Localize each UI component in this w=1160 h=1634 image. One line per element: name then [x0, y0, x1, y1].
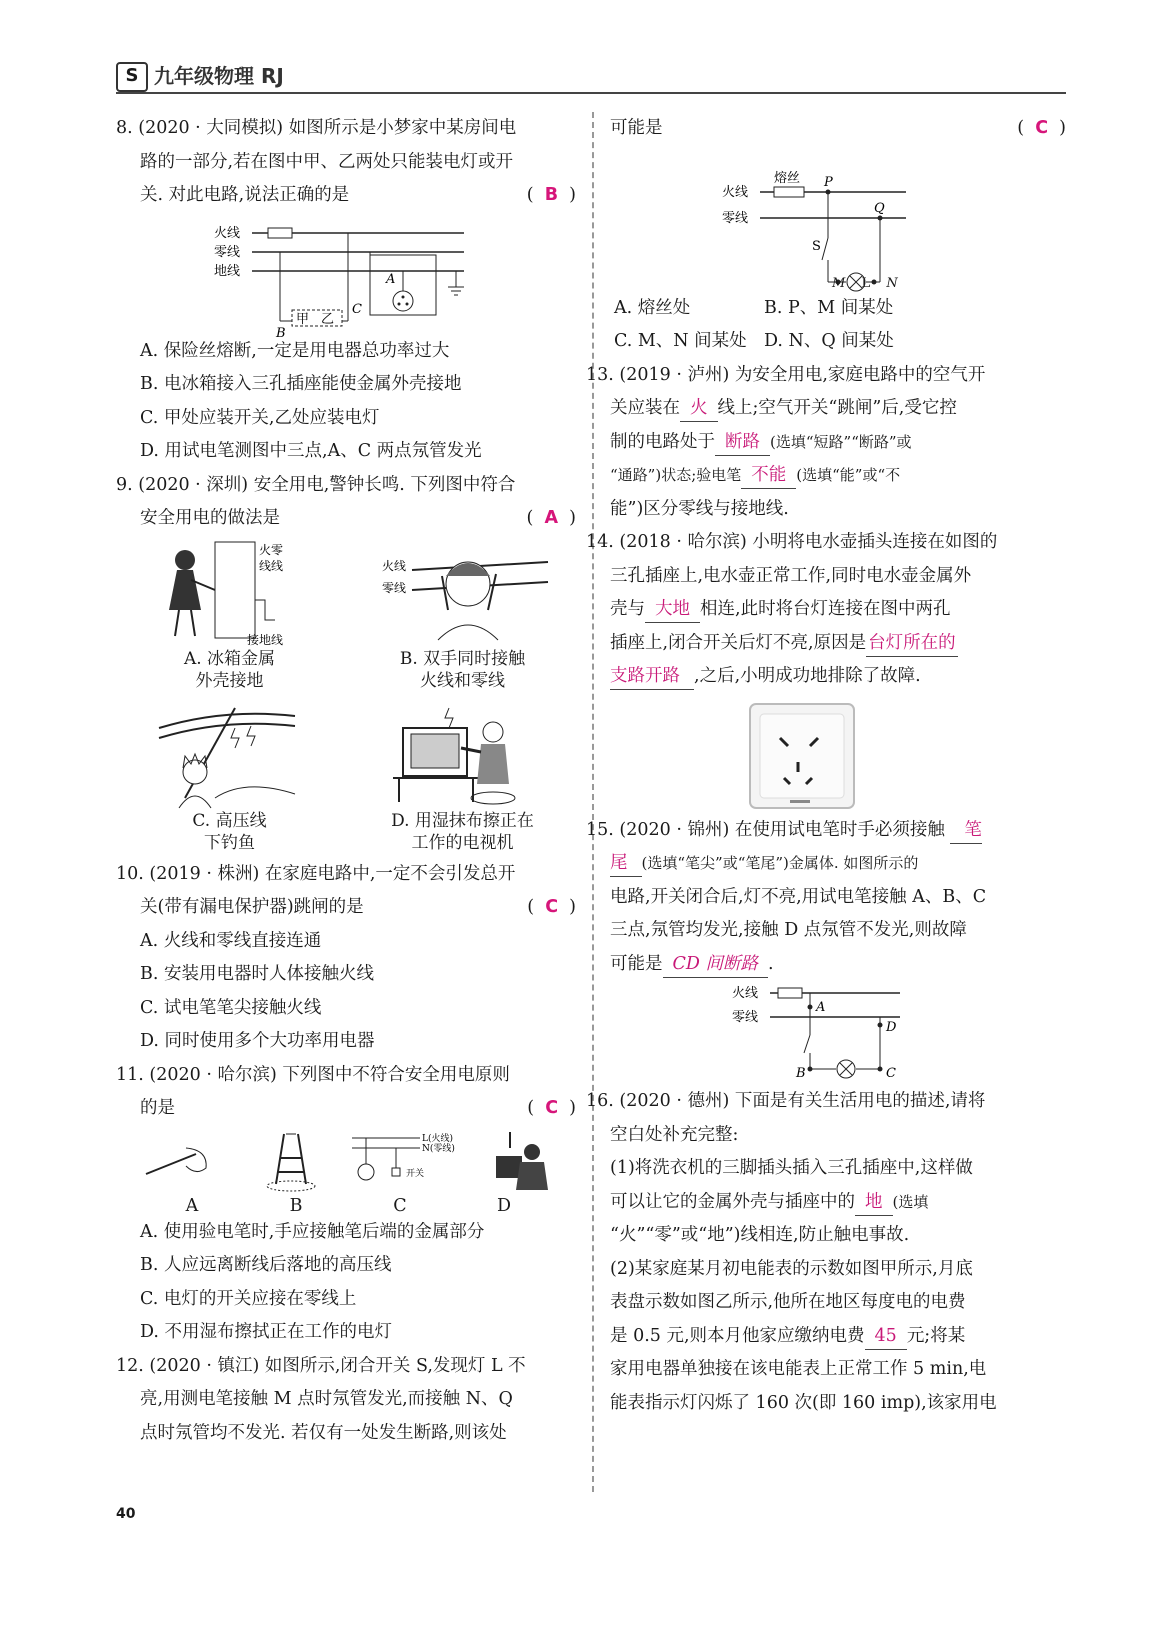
q9-answer: A: [544, 508, 559, 528]
q11-option-c: C. 电灯的开关应接在零线上: [140, 1288, 357, 1309]
q12-zero-label: 零线: [722, 210, 749, 226]
q12-option-a: A. 熔丝处: [614, 297, 691, 318]
q13-line4-text-a: “通路”)状态;验电笔: [610, 466, 742, 484]
q8-answer: B: [544, 185, 559, 205]
q12-p-label: P: [824, 174, 833, 190]
q16-p2-line1: (2)某家庭某月初电能表的示数如图甲所示,月底: [610, 1258, 973, 1279]
right-column: [586, 112, 1066, 1420]
q16-p2-text-c: 是 0.5 元,则本月他家应缴纳电费: [610, 1325, 865, 1346]
q14-line3-text-b: 相连,此时将台灯连接在图中两孔: [700, 599, 951, 619]
q9-figures-row1: [116, 540, 576, 692]
q11-option-b: B. 人应远离断线后落地的高压线: [140, 1255, 392, 1275]
q12-option-b: B. P、M 间某处: [764, 297, 894, 318]
q11-n-label: N(零线): [422, 1143, 455, 1154]
q8-circuit-diagram: [116, 215, 576, 341]
q14-line3: [610, 593, 1066, 627]
q8-zero-label: 零线: [214, 244, 241, 260]
q9c-caption-line2: 下钓鱼: [204, 832, 255, 853]
q16-p1-line1: (1)将洗衣机的三脚插头插入三孔插座中,这样做: [610, 1158, 973, 1178]
q8-yi-label: 乙: [321, 311, 335, 327]
q13-line3: [610, 426, 1066, 460]
q13-blank-3: 不能: [741, 462, 796, 489]
q13-blank-2: 断路: [715, 429, 770, 456]
q12-l-label: L: [861, 275, 871, 291]
q15-blank-1b: 尾: [610, 850, 642, 877]
q14-line2: 三孔插座上,电水壶正常工作,同时电水壶金属外: [610, 565, 972, 586]
q9-stem-text: 安全用电的做法是: [140, 508, 280, 528]
q10-answer-paren: ( C ): [527, 897, 576, 917]
question-16: [586, 1085, 1066, 1420]
q11-answer: C: [545, 1098, 559, 1118]
page-number: 40: [116, 1506, 136, 1522]
q13-line3-text-b: (选填“短路”“断路”或: [770, 432, 912, 451]
q8-answer-paren: ( B ): [526, 185, 576, 205]
q14-line3-text-a: 壳与: [610, 599, 645, 619]
q15-line1-text: 15. (2020 · 锦州) 在使用试电笔时手必须接触: [586, 819, 945, 840]
q12-answer-paren: ( C ): [1017, 118, 1066, 138]
question-10: [116, 858, 576, 1059]
q15-c-label: C: [886, 1066, 896, 1081]
q8-stem-line3: [116, 179, 576, 213]
q9-figure-d: [365, 698, 560, 854]
q14-line4: [610, 627, 1066, 661]
q12-stem-line4: [610, 112, 1066, 146]
q9a-fire-zero-label2: 线线: [258, 558, 283, 573]
q12-fire-label: 火线: [722, 184, 749, 200]
q14-line1: 14. (2018 · 哈尔滨) 小明将电水壶插头连接在如图的: [586, 532, 998, 552]
q9-figure-a: [132, 540, 327, 692]
q9b-zero-label: 零线: [381, 580, 406, 595]
question-11: [116, 1059, 576, 1350]
publisher-logo: S: [116, 62, 148, 92]
q8-option-a: A. 保险丝熔断,一定是用电器总功率过大: [140, 340, 450, 361]
socket-photo: [610, 700, 1066, 812]
q10-stem-line2: [116, 891, 576, 925]
q16-line1: 16. (2020 · 德州) 下面是有关生活用电的描述,请将: [586, 1091, 986, 1111]
q11-stem-line2: [116, 1092, 576, 1126]
question-13: [586, 359, 1066, 527]
q11-figures: [116, 1128, 576, 1194]
q11-label-c: C: [393, 1195, 407, 1216]
q15-blank-2: CD 间断路: [663, 951, 768, 978]
fishing-illustration: [155, 698, 305, 810]
q15-line5-text-a: 可能是: [610, 953, 663, 974]
q15-line1: [586, 814, 1066, 848]
question-12-stem: [116, 1350, 576, 1451]
q8-stem-line2: 路的一部分,若在图中甲、乙两处只能装电灯或开: [140, 151, 514, 172]
q11-switch-label: 开关: [406, 1168, 425, 1179]
fridge-illustration: [155, 540, 305, 648]
q8-a-label: A: [386, 271, 396, 287]
q16-blank-1: 地: [855, 1189, 893, 1216]
q13-line2-text-b: 线上;空气开关“跳闸”后,受它控: [717, 398, 957, 418]
q12-option-d: D. N、Q 间某处: [764, 331, 894, 351]
q12-options: [610, 292, 1066, 359]
q13-line5: 能”)区分零线与接地线.: [610, 498, 789, 519]
q16-p2-text-d: 元;将某: [906, 1325, 966, 1346]
q11-l-label: L(火线): [422, 1133, 453, 1144]
q16-p1-line2: [610, 1186, 1066, 1220]
column-divider: [592, 112, 594, 1492]
header-title: 九年级物理 RJ: [154, 64, 284, 88]
q12-stem-line3: 点时氖管均不发光. 若仅有一处发生断路,则该处: [140, 1422, 507, 1443]
q10-option-c: C. 试电笔笔尖接触火线: [140, 997, 322, 1018]
q8-ground-label: 地线: [214, 263, 241, 279]
q9c-caption-line1: C. 高压线: [192, 810, 267, 831]
q8-option-b: B. 电冰箱接入三孔插座能使金属外壳接地: [140, 374, 462, 394]
q13-line2-text-a: 关应装在: [610, 398, 680, 418]
q13-line3-text-a: 制的电路处于: [610, 431, 715, 452]
q16-blank-2: 45: [865, 1323, 907, 1350]
q9d-caption-line2: 工作的电视机: [411, 832, 514, 853]
question-8: [116, 112, 576, 469]
q13-line1: 13. (2019 · 泸州) 为安全用电,家庭电路中的空气开: [586, 364, 986, 385]
q8-stem-line1: 8. (2020 · 大同模拟) 如图所示是小梦家中某房间电: [116, 118, 517, 138]
q13-line4: [610, 459, 1066, 493]
q11-label-a: A: [185, 1195, 199, 1216]
q9a-caption-line1: A. 冰箱金属: [183, 648, 276, 669]
q15-line5: [610, 948, 1066, 982]
q8-c-label: C: [352, 301, 362, 317]
q11-figure-labels: [116, 1196, 576, 1216]
q12-option-c: C. M、N 间某处: [614, 331, 747, 351]
q11-stem-line1: 11. (2020 · 哈尔滨) 下列图中不符合安全用电原则: [116, 1064, 510, 1085]
q9-stem-line1: 9. (2020 · 深圳) 安全用电,警钟长鸣. 下列图中符合: [116, 474, 516, 495]
q9-figures-row2: [116, 698, 576, 854]
q14-blank-2a: 台灯所在的: [866, 630, 958, 657]
q10-answer: C: [545, 897, 559, 917]
q12-node-labels: [832, 276, 1064, 292]
q11-answer-paren: ( C ): [527, 1098, 576, 1118]
q16-p2-line5: 能表指示灯闪烁了 160 次(即 160 imp),该家用电: [610, 1392, 997, 1413]
q8-option-c: C. 甲处应装开关,乙处应装电灯: [140, 407, 380, 428]
q9b-caption-line1: B. 双手同时接触: [399, 648, 526, 669]
q16-p2-line4: 家用电器单独接在该电能表上正常工作 5 min,电: [610, 1359, 987, 1379]
q14-line5: [610, 660, 1066, 694]
q9a-caption-line2: 外壳接地: [195, 670, 264, 691]
q15-d-label: D: [886, 1020, 897, 1035]
q15-line2-text: (选填“笔尖”或“笔尾”)金属体. 如图所示的: [641, 854, 919, 872]
q16-line2: 空白处补充完整:: [610, 1124, 739, 1145]
q9b-caption-line2: 火线和零线: [420, 670, 505, 691]
q13-line2: [610, 392, 1066, 426]
q12-stem-text: 可能是: [610, 118, 663, 138]
q13-blank-1: 火: [680, 395, 718, 422]
q15-line2: [610, 847, 1066, 881]
q12-circuit-diagram: [610, 148, 1066, 288]
q12-s-label: S: [812, 238, 821, 254]
q10-stem-line1: 10. (2019 · 株洲) 在家庭电路中,一定不会引发总开: [116, 863, 516, 884]
q10-option-a: A. 火线和零线直接连通: [140, 930, 322, 951]
q15-a-label: A: [816, 1000, 826, 1015]
q15-line5-text-b: .: [767, 953, 774, 974]
question-12-continued: [610, 112, 1066, 359]
q12-stem-line2: 亮,用测电笔接触 M 点时氖管发光,而接触 N、Q: [140, 1389, 513, 1409]
q9d-caption-line1: D. 用湿抹布擦正在: [391, 810, 534, 831]
q8-stem-text: 关. 对此电路,说法正确的是: [140, 185, 350, 205]
q9a-ground-label: 接地线: [246, 632, 283, 647]
q12-answer: C: [1035, 118, 1049, 138]
q15-circuit-diagram: [610, 983, 1066, 1083]
q9-stem-line2: [116, 502, 576, 536]
q16-p1-text-c: (选填: [892, 1192, 929, 1211]
q15-blank-1a: 笔: [950, 817, 982, 844]
question-14: [586, 526, 1066, 812]
q9-figure-b: [365, 540, 560, 692]
question-15: [586, 814, 1066, 1084]
q14-line4-text-a: 插座上,闭合开关后灯不亮,原因是: [610, 632, 867, 653]
q14-blank-2b: 支路开路: [610, 663, 694, 690]
q11-option-d: D. 不用湿布擦拭正在工作的电灯: [140, 1322, 393, 1342]
q12-n-label: N: [886, 275, 898, 291]
q8-fire-label: 火线: [214, 225, 241, 241]
q10-option-d: D. 同时使用多个大功率用电器: [140, 1031, 375, 1051]
q16-p2-line2: 表盘示数如图乙所示,他所在地区每度电的电费: [610, 1292, 966, 1312]
q9b-fire-label: 火线: [381, 558, 406, 573]
tv-wiping-illustration: [383, 698, 543, 810]
q9-figure-c: [132, 698, 327, 854]
question-9: [116, 469, 576, 854]
q15-line4: 三点,氖管均发光,接触 D 点氖管不发光,则故障: [610, 920, 967, 940]
q15-b-label: B: [796, 1066, 806, 1081]
q9-answer-paren: ( A ): [526, 508, 576, 528]
left-column: [116, 112, 576, 1450]
q15-line3: 电路,开关闭合后,灯不亮,用试电笔接触 A、B、C: [610, 886, 987, 907]
q12-q-label: Q: [874, 200, 885, 216]
q16-p1-text-b: 可以让它的金属外壳与插座中的: [610, 1191, 855, 1212]
q10-stem-text: 关(带有漏电保护器)跳闸的是: [140, 897, 364, 917]
q8-b-label: B: [276, 325, 286, 341]
q15-zero-label: 零线: [732, 1010, 759, 1025]
q11-stem-text: 的是: [140, 1098, 175, 1118]
q12-stem-line1: 12. (2020 · 镇江) 如图所示,闭合开关 S,发现灯 L 不: [116, 1355, 526, 1376]
q16-p2-line3: [610, 1320, 1066, 1354]
q14-blank-1: 大地: [645, 596, 700, 623]
q12-m-label: M: [832, 275, 846, 291]
q8-jia-label: 甲: [296, 311, 310, 327]
q15-fire-label: 火线: [732, 986, 759, 1001]
wires-touch-illustration: [378, 540, 548, 648]
q8-option-d: D. 用试电笔测图中三点,A、C 两点氖管发光: [140, 441, 482, 461]
page-header: [116, 58, 1066, 94]
q11-label-b: B: [289, 1195, 303, 1216]
q11-option-a: A. 使用验电笔时,手应接触笔后端的金属部分: [140, 1221, 485, 1242]
q11-label-d: D: [496, 1195, 512, 1216]
q10-option-b: B. 安装用电器时人体接触火线: [140, 964, 374, 984]
q12-fuse-label: 熔丝: [774, 170, 801, 186]
q16-p1-line3: “火”“零”或“地”)线相连,防止触电事故.: [610, 1225, 910, 1245]
q14-line5-text: ,之后,小明成功地排除了故障.: [694, 666, 921, 686]
q13-line4-text-b: (选填“能”或“不: [796, 466, 901, 484]
q9a-fire-zero-label1: 火零: [258, 542, 283, 557]
